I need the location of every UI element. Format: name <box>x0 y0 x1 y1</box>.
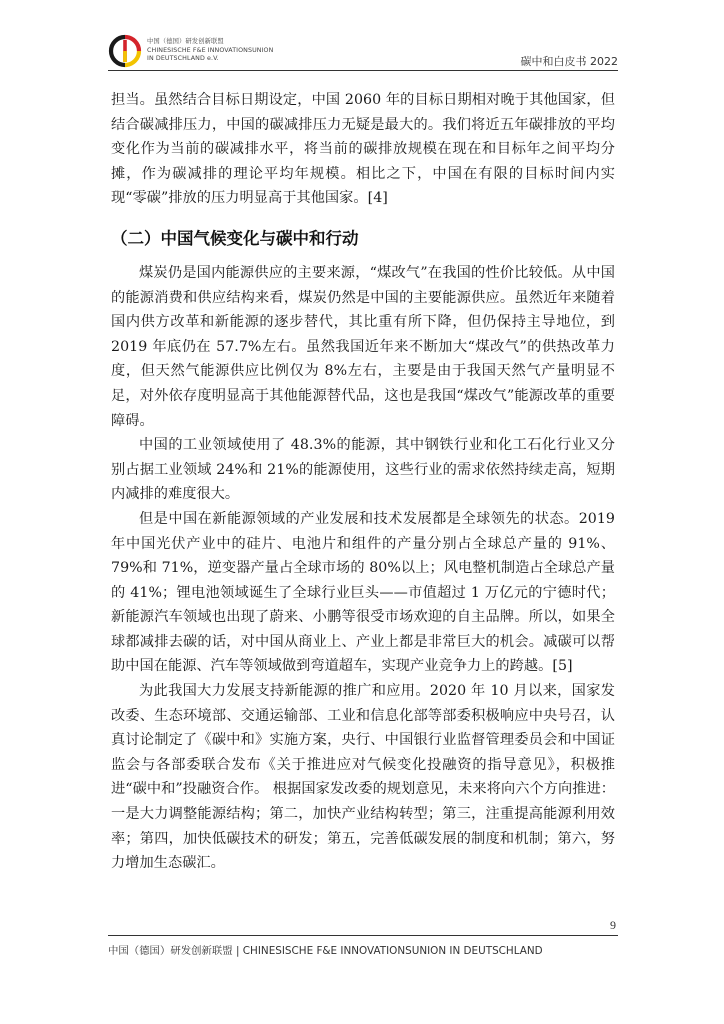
paragraph-2: 中国的工业领域使用了 48.3%的能源，其中钢铁行业和化工石化行业又分别占据工业领域 24%和 21%的能源使用，这些行业的需求依然持续走高，短期内减排的难度很大。 <box>111 437 615 503</box>
union-logo-icon <box>108 34 142 68</box>
paragraph-1: 煤炭仍是国内能源供应的主要来源，“煤改气”在我国的性价比较低。从中国的能源消费和供应结构来看，煤炭仍然是中国的主要能源供应。虽然近年来随着国内供方改革和新能源的逐步替代，其比重有所下降，但仍保持主导地位，到 2019 年底仍在 57.7%左右。虽然我国近年来不断加大“煤改气”的供热改革力度，但天然气能源供应比例仅为 8%左右，主要是由于我国天然气产量明显不足，对外依存度明显高于其他能源替代品，这也是我国“煤改气”能源改革的重要障碍。 <box>111 264 615 429</box>
header-org-line-2: CHINESISCHE F&E INNOVATIONSUNION <box>147 46 274 54</box>
body-content <box>111 88 615 876</box>
header-divider <box>108 70 618 71</box>
header-org-name <box>147 38 273 64</box>
header-org-line-1: 中国（德国）研发创新联盟 <box>147 38 224 45</box>
footer-org-text: 中国（德国）研发创新联盟 | CHINESISCHE F&E INNOVATIONSUNION IN DEUTSCHLAND <box>108 945 543 957</box>
paragraph-3: 但是中国在新能源领域的产业发展和技术发展都是全球领先的状态。2019年中国光伏产业中的硅片、电池片和组件的产量分别占全球总产量的 91%、79%和 71%，逆变器产量占全球市场的 80%以上；风电整机制造占全球总产量的 41%；锂电池领域诞生了全球行业巨头——市值超过 1 万亿元的宁德时代；新能源汽车领域也出现了蔚来、小鹏等很受市场欢迎的自主品牌。所以，如果全球都减排去碳的话，对中国从商业上、产业上都是非常巨大的机会。减碳可以帮助中国在能源、汽车等领域做到弯道超车，实现产业竞争力上的跨越。[5] <box>111 510 615 675</box>
paragraph-4: 为此我国大力发展支持新能源的推广和应用。2020 年 10 月以来，国家发改委、生态环境部、交通运输部、工业和信息化部等部委积极响应中央号召，认真讨论制定了《碳中和》实施方案，央行、中国银行业监督管理委员会和中国证监会与各部委联合发布《关于推进应对气候变化投融资的指导意见》，积极推进“碳中和”投融资合作。 根据国家发改委的规划意见，未来将向六个方向推进：一是大力调整能源结构；第二，加快产业结构转型；第三，注重提高能源利用效率；第四，加快低碳技术的研发；第五，完善低碳发展的制度和机制；第六，努力增加生态碳汇。 <box>111 683 615 872</box>
section-title: （二）中国气候变化与碳中和行动 <box>111 228 359 248</box>
header-org-line-3: IN DEUTSCHLAND e.V. <box>147 55 219 62</box>
footer-divider <box>108 935 618 936</box>
paragraph-intro: 担当。虽然结合目标日期设定，中国 2060 年的目标日期相对晚于其他国家，但结合碳减排压力，中国的碳减排压力无疑是最大的。我们将近五年碳排放的平均变化作为当前的碳减排水平，将当前的碳排放规模在现在和目标年之间平均分摊，作为碳减排的理论平均年规模。相比之下，中国在有限的目标时间内实现“零碳”排放的压力明显高于其他国家。[4] <box>111 92 615 207</box>
book-title: 碳中和白皮书 2022 <box>520 55 618 68</box>
page-number: 9 <box>610 918 616 932</box>
page-header <box>108 34 618 74</box>
